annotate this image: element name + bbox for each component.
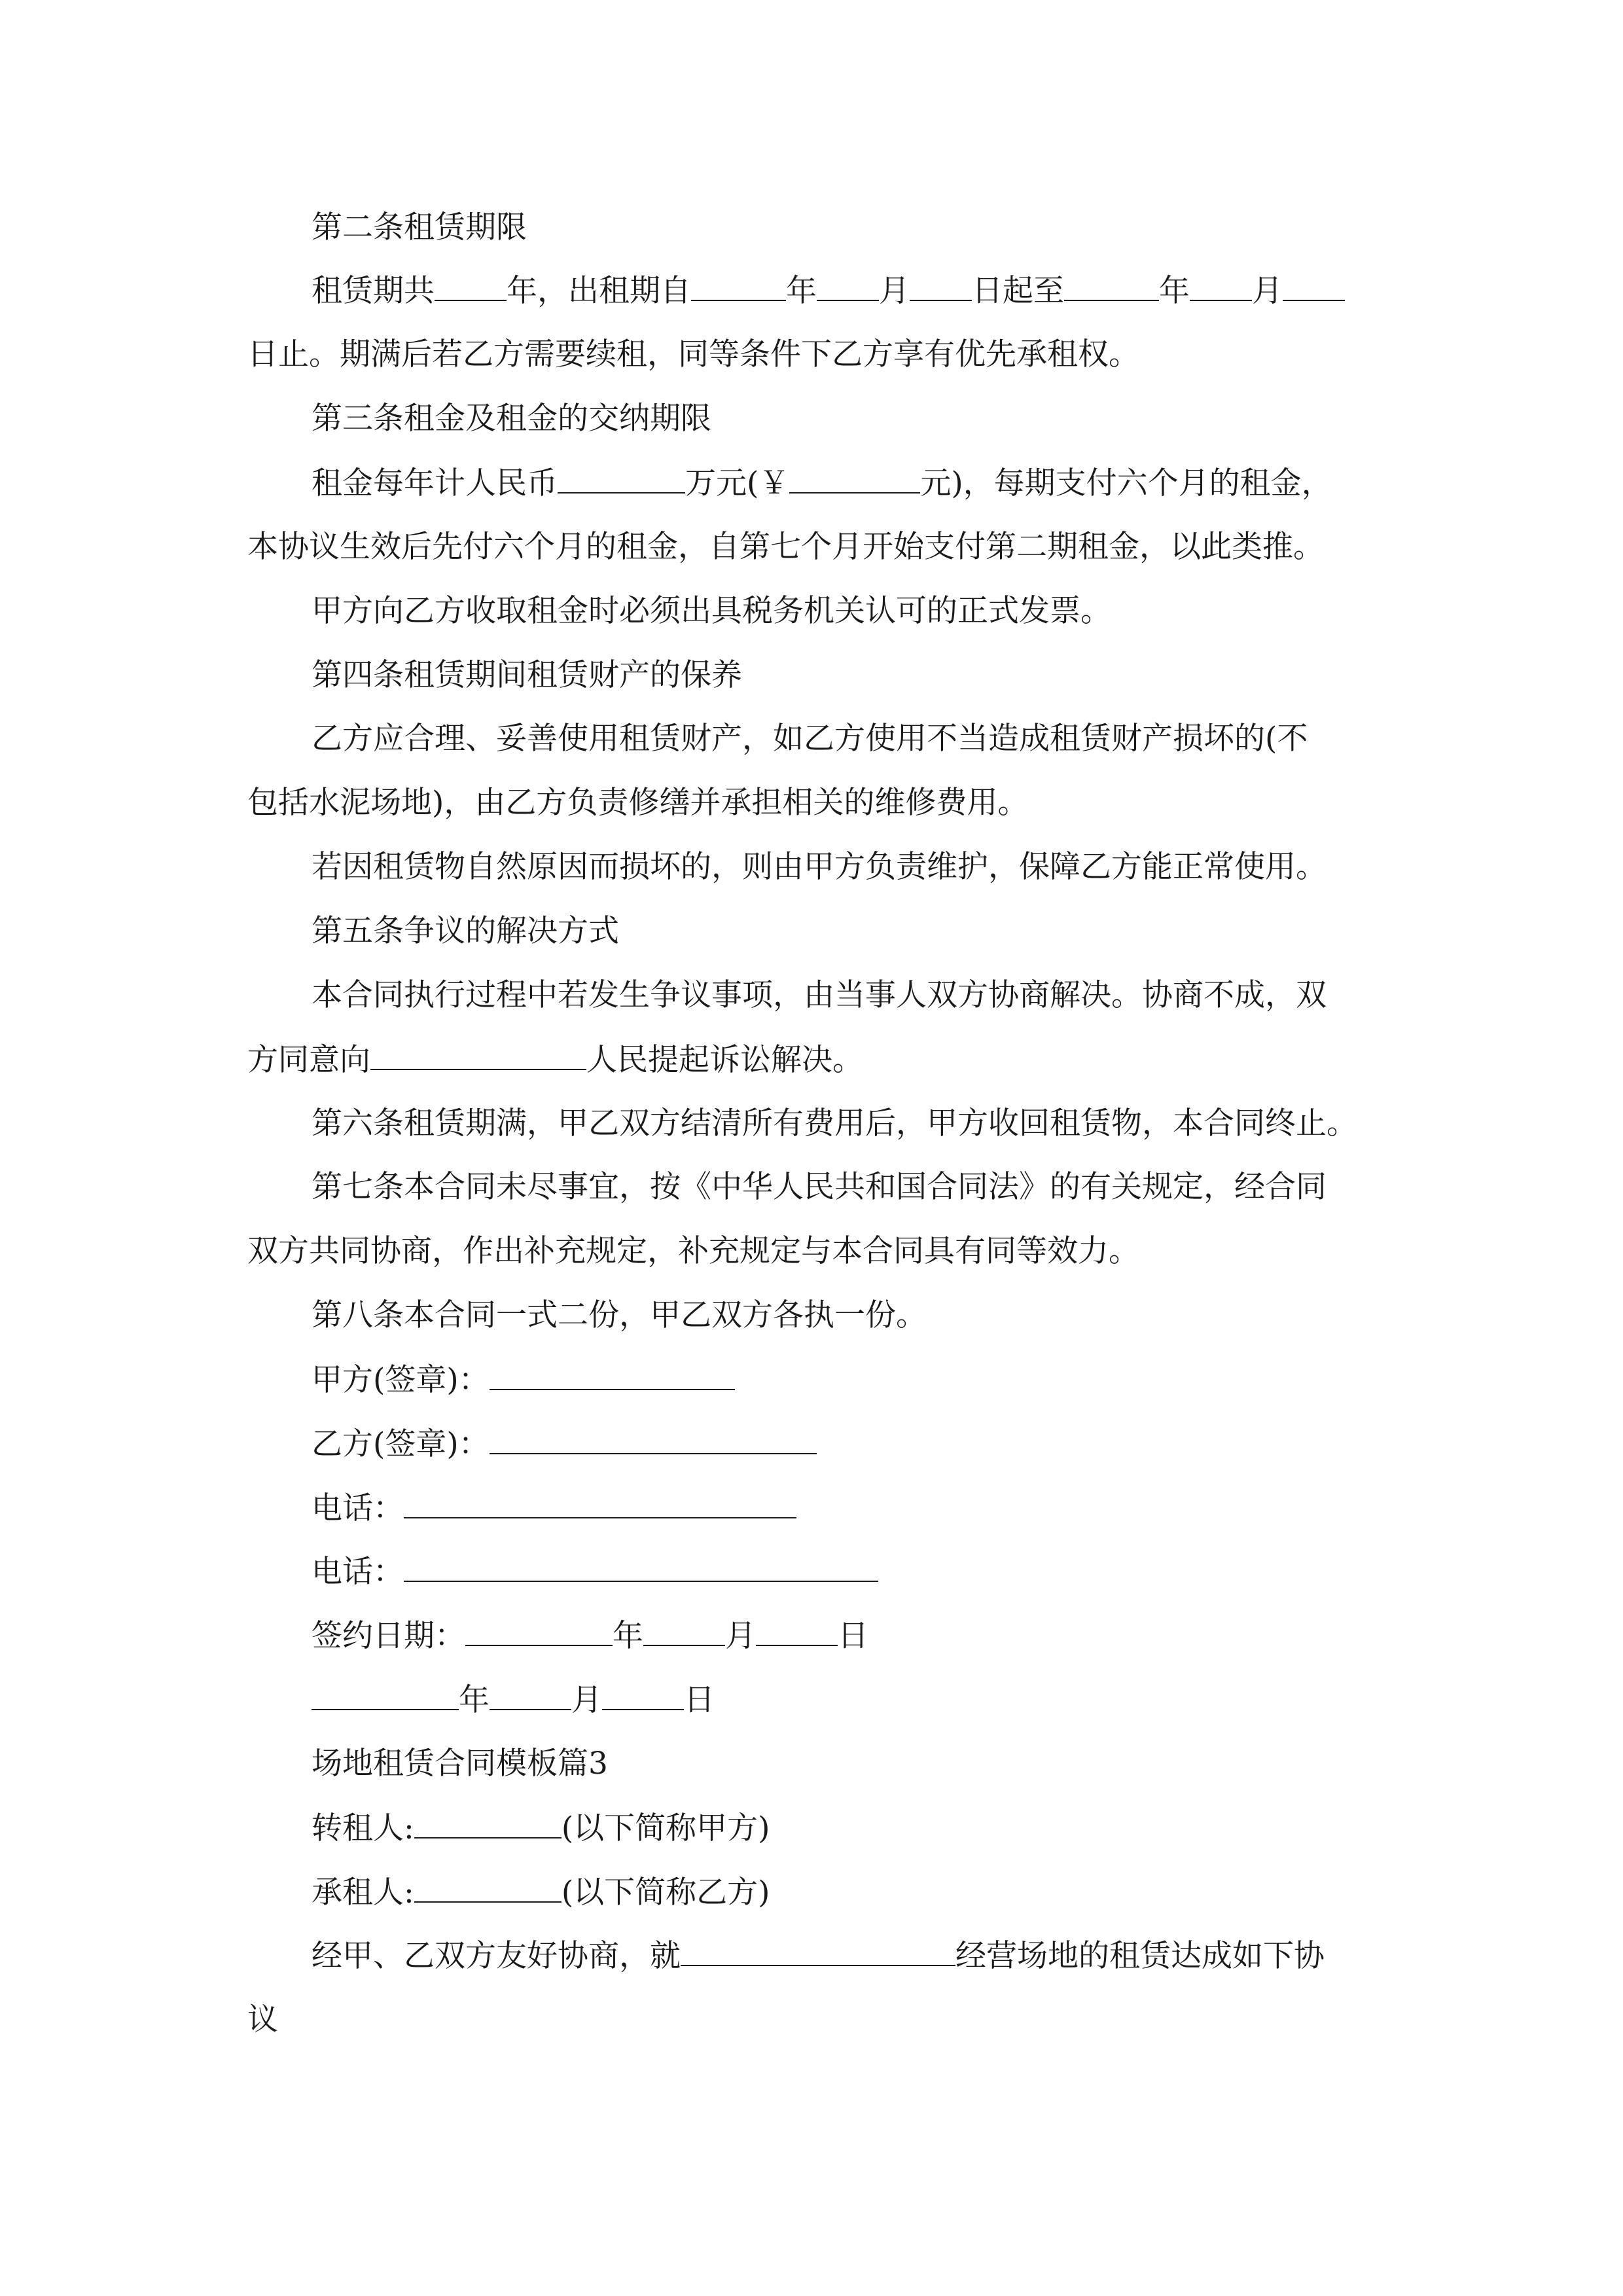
article3-title: 第三条租金及租金的交纳期限 <box>312 401 711 437</box>
agreement-line2: 议 <box>247 2001 278 2037</box>
article4-line1: 乙方应合理、妥善使用租赁财产，如乙方使用不当造成租赁财产损坏的(不 <box>312 721 1308 757</box>
article3-line3: 甲方向乙方收取租金时必须出具税务机关认可的正式发票。 <box>312 593 1111 629</box>
agreement-line1: 经甲、乙双方友好协商，就 经营场地的租赁达成如下协 <box>312 1936 1325 1975</box>
article2-line2: 日止。期满后若乙方需要续租，同等条件下乙方享有优先承租权。 <box>247 336 1139 372</box>
article4-line3: 若因租赁物自然原因而损坏的，则由甲方负责维护，保障乙方能正常使用。 <box>312 849 1327 885</box>
article2-line1: 租赁期共 年，出租期自 年 月 日起至 年 月 <box>312 271 1345 310</box>
sign-date: 签约日期： 年 月 日 <box>312 1616 868 1655</box>
party-b-signature: 乙方(签章)： <box>312 1424 817 1463</box>
section3-title: 场地租赁合同模板篇3 <box>312 1746 608 1782</box>
article2-title: 第二条租赁期限 <box>312 209 527 245</box>
article3-line2: 本协议生效后先付六个月的租金，自第七个月开始支付第二期租金，以此类推。 <box>247 529 1324 565</box>
article6: 第六条租赁期满，甲乙双方结清所有费用后，甲方收回租赁物，本合同终止。 <box>312 1105 1357 1141</box>
lessee-line: 承租人: (以下简称乙方) <box>312 1873 770 1912</box>
article4-title: 第四条租赁期间租赁财产的保养 <box>312 657 742 693</box>
article5-line2: 方同意向 人民提起诉讼解决。 <box>247 1040 863 1079</box>
article7-line1: 第七条本合同未尽事宜，按《中华人民共和国合同法》的有关规定，经合同 <box>312 1169 1327 1205</box>
article4-line2: 包括水泥场地)，由乙方负责修缮并承担相关的维修费用。 <box>247 785 1029 821</box>
phone-2-blank[interactable] <box>404 1552 878 1582</box>
article3-line1: 租金每年计人民币 万元(￥ 元)，每期支付六个月的租金， <box>312 463 1332 503</box>
article7-line2: 双方共同协商，作出补充规定，补充规定与本合同具有同等效力。 <box>247 1233 1139 1269</box>
phone-1-blank[interactable] <box>404 1488 796 1518</box>
article5-line1: 本合同执行过程中若发生争议事项，由当事人双方协商解决。协商不成，双 <box>312 977 1327 1013</box>
party-a-signature: 甲方(签章)： <box>312 1360 735 1399</box>
article8: 第八条本合同一式二份，甲乙双方各执一份。 <box>312 1297 927 1333</box>
party-a-signature-blank[interactable] <box>490 1360 735 1390</box>
party-b-signature-blank[interactable] <box>490 1424 817 1454</box>
article5-title: 第五条争议的解决方式 <box>312 913 619 949</box>
sublessor-line: 转租人: (以下简称甲方) <box>312 1808 770 1848</box>
phone-2: 电话： <box>312 1552 878 1591</box>
date-line-2: 年 月 日 <box>312 1680 715 1719</box>
phone-1: 电话： <box>312 1488 796 1528</box>
